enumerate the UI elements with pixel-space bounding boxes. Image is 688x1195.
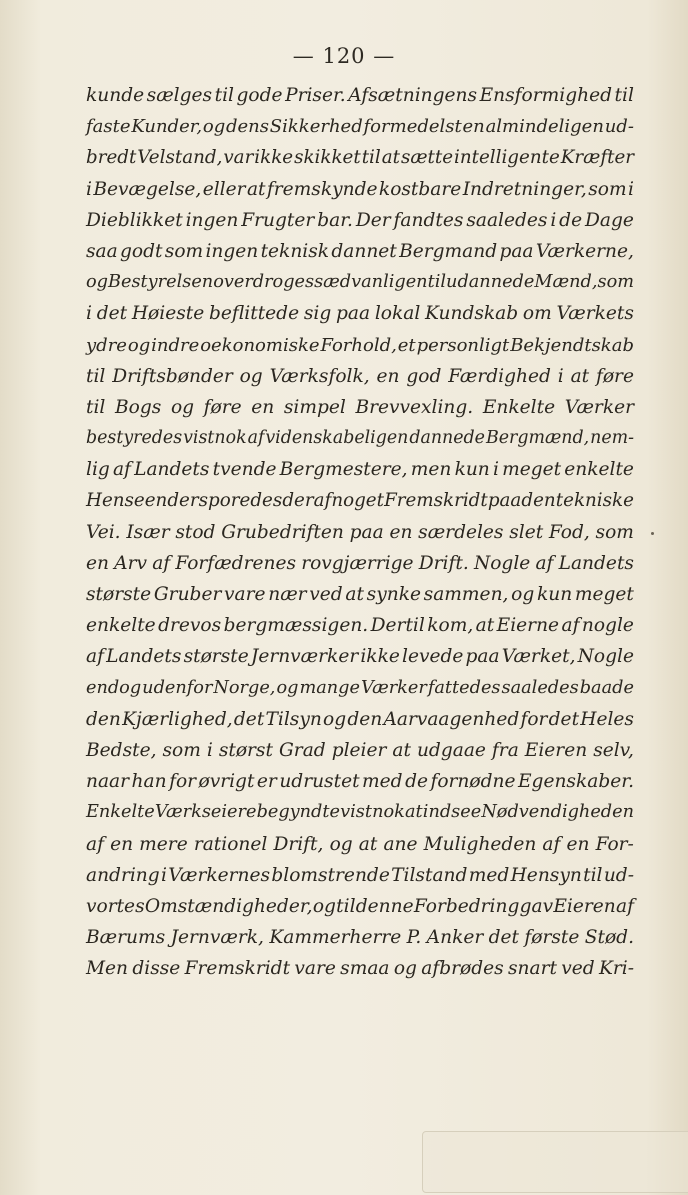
text-line: bredt Velstand, var ikke skikket til at sætte intelligente Kræfter — [86, 147, 634, 169]
margin-mark — [651, 532, 654, 535]
text-line: ydre og indre oekonomiske Forhold, et personligt Bekjendtskab — [86, 334, 634, 356]
text-line: Men disse Fremskridt vare smaa og afbrødes snart ved Kri- — [86, 958, 634, 980]
text-line: til Bogs og føre en simpel Brevvexling. Enkelte Værker — [86, 396, 634, 418]
text-line: enkelte drevos bergmæssigen. Dertil kom, at Eierne af nogle — [86, 615, 634, 637]
text-line: faste Kunder, og dens Sikkerhed formedelst en almindeligen ud- — [86, 116, 634, 138]
text-line: bestyredes vistnok af videnskabeligen dannede Bergmænd, nem- — [86, 428, 634, 449]
text-line: lig af Landets tvende Bergmestere, men kun i meget enkelte — [86, 459, 634, 481]
text-line: endog udenfor Norge, og mange Værker fattedes saaledes baade — [86, 677, 634, 698]
text-line: Dieblikket ingen Frugter bar. Der fandtes saaledes i de Dage — [86, 209, 634, 231]
text-line: en Arv af Forfædrenes rovgjærrige Drift. Nogle af Landets — [86, 552, 634, 574]
body-text — [86, 80, 634, 984]
text-line: Vei. Især stod Grubedriften paa en særdeles slet Fod, som — [86, 521, 634, 543]
text-line: af Landets største Jernværker ikke levede paa Værket, Nogle — [86, 646, 634, 668]
text-line: saa godt som ingen teknisk dannet Bergmand paa Værkerne, — [86, 240, 634, 262]
text-line: vortes Omstændigheder, og til denne Forbedring gav Eieren af — [86, 895, 634, 917]
text-line: i Bevægelse, eller at fremskynde kostbare Indretninger, som i — [86, 178, 634, 200]
page-number: — 120 — — [292, 44, 396, 68]
text-line: Bærums Jernværk, Kammerherre P. Anker det første Stød. — [86, 927, 634, 949]
text-line: naar han for øvrigt er udrustet med de fornødne Egenskaber. — [86, 771, 634, 793]
text-line: den Kjærlighed, det Tilsyn og den Aarvaagenhed for det Heles — [86, 708, 634, 730]
text-line: Enkelte Værkseiere begyndte vist nok at indsee Nødvendigheden — [86, 802, 634, 823]
text-line: største Gruber vare nær ved at synke sammen, og kun meget — [86, 584, 634, 605]
text-line: af en mere rationel Drift, og at ane Muligheden af en For- — [86, 833, 634, 855]
text-line: til Driftsbønder og Værksfolk, en god Færdighed i at føre — [86, 365, 634, 387]
text-line: kunde sælges til gode Priser. Afsætningens Ensformighed til — [86, 85, 634, 106]
library-stamp-area — [422, 1131, 688, 1193]
text-line: Henseender sporedes deraf noget Fremskridt paa den tekniske — [86, 490, 634, 512]
text-line: Bedste, som i størst Grad pleier at udgaae fra Eieren selv, — [86, 739, 634, 761]
text-line: og Bestyrelsen overdroges sædvanligen til udannede Mænd, som — [86, 272, 634, 293]
text-line: andring i Værkernes blomstrende Tilstand med Hensyn til ud- — [86, 864, 634, 886]
text-line: i det Høieste beflittede sig paa lokal Kundskab om Værkets — [86, 303, 634, 325]
